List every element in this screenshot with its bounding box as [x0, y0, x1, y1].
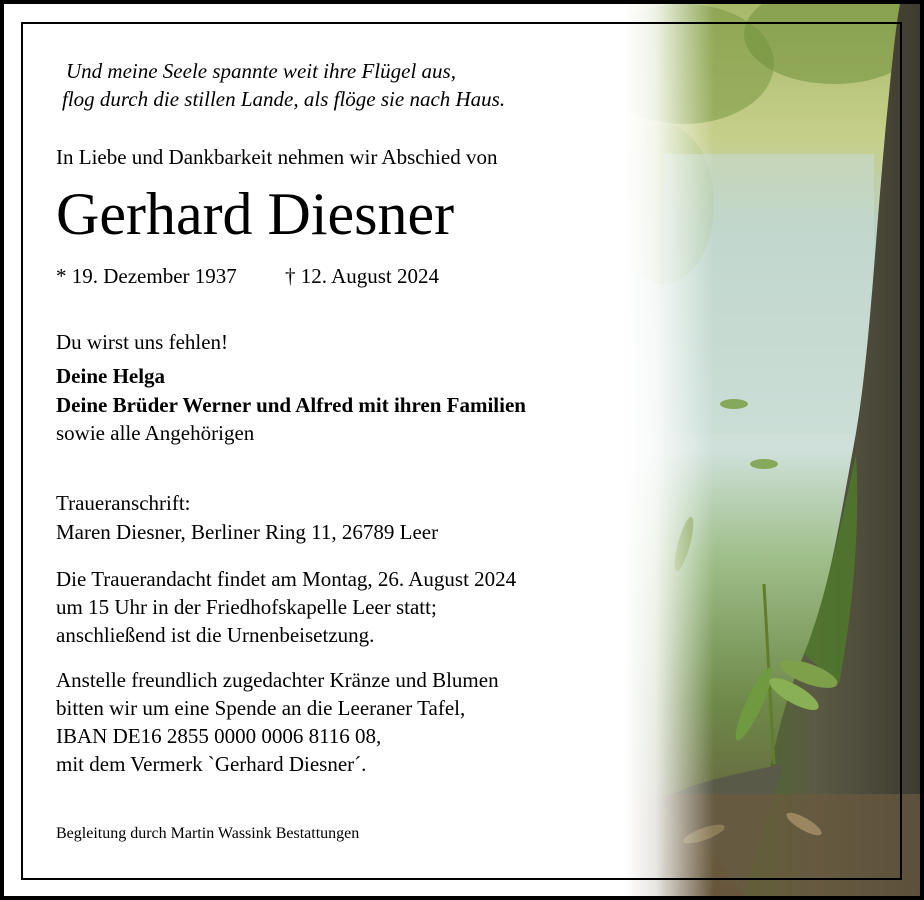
poem-line-2: flog durch die stillen Lande, als flöge sie nach Haus.	[62, 87, 506, 111]
death-date: † 12. August 2024	[285, 264, 440, 288]
funeral-home-credit: Begleitung durch Martin Wassink Bestattungen	[56, 825, 360, 842]
donation-iban: IBAN DE16 2855 0000 0006 8116 08,	[56, 724, 382, 748]
donation-line-2: bitten wir um eine Spende an die Leeraner Tafel,	[56, 696, 466, 720]
service-line-3: anschließend ist die Urnenbeisetzung.	[56, 623, 375, 647]
address-label: Traueranschrift:	[56, 491, 191, 515]
address-value: Maren Diesner, Berliner Ring 11, 26789 Leer	[56, 520, 439, 544]
mourner-brothers: Deine Brüder Werner und Alfred mit ihren Familien	[56, 393, 526, 417]
obituary-card	[4, 4, 920, 896]
service-line-1: Die Trauerandacht findet am Montag, 26. August 2024	[56, 567, 517, 591]
relatives-line: sowie alle Angehörigen	[56, 421, 255, 445]
deceased-name: Gerhard Diesner	[56, 181, 455, 247]
farewell-line: Du wirst uns fehlen!	[56, 330, 229, 354]
donation-line-4: mit dem Vermerk `Gerhard Diesner´.	[56, 752, 367, 776]
donation-line-1: Anstelle freundlich zugedachter Kränze und Blumen	[56, 668, 499, 692]
birth-date: * 19. Dezember 1937	[56, 264, 237, 288]
intro-text: In Liebe und Dankbarkeit nehmen wir Abschied von	[56, 145, 498, 169]
mourner-helga: Deine Helga	[56, 364, 166, 388]
poem-line-1: Und meine Seele spannte weit ihre Flügel aus,	[66, 59, 456, 83]
service-line-2: um 15 Uhr in der Friedhofskapelle Leer statt;	[56, 595, 437, 619]
